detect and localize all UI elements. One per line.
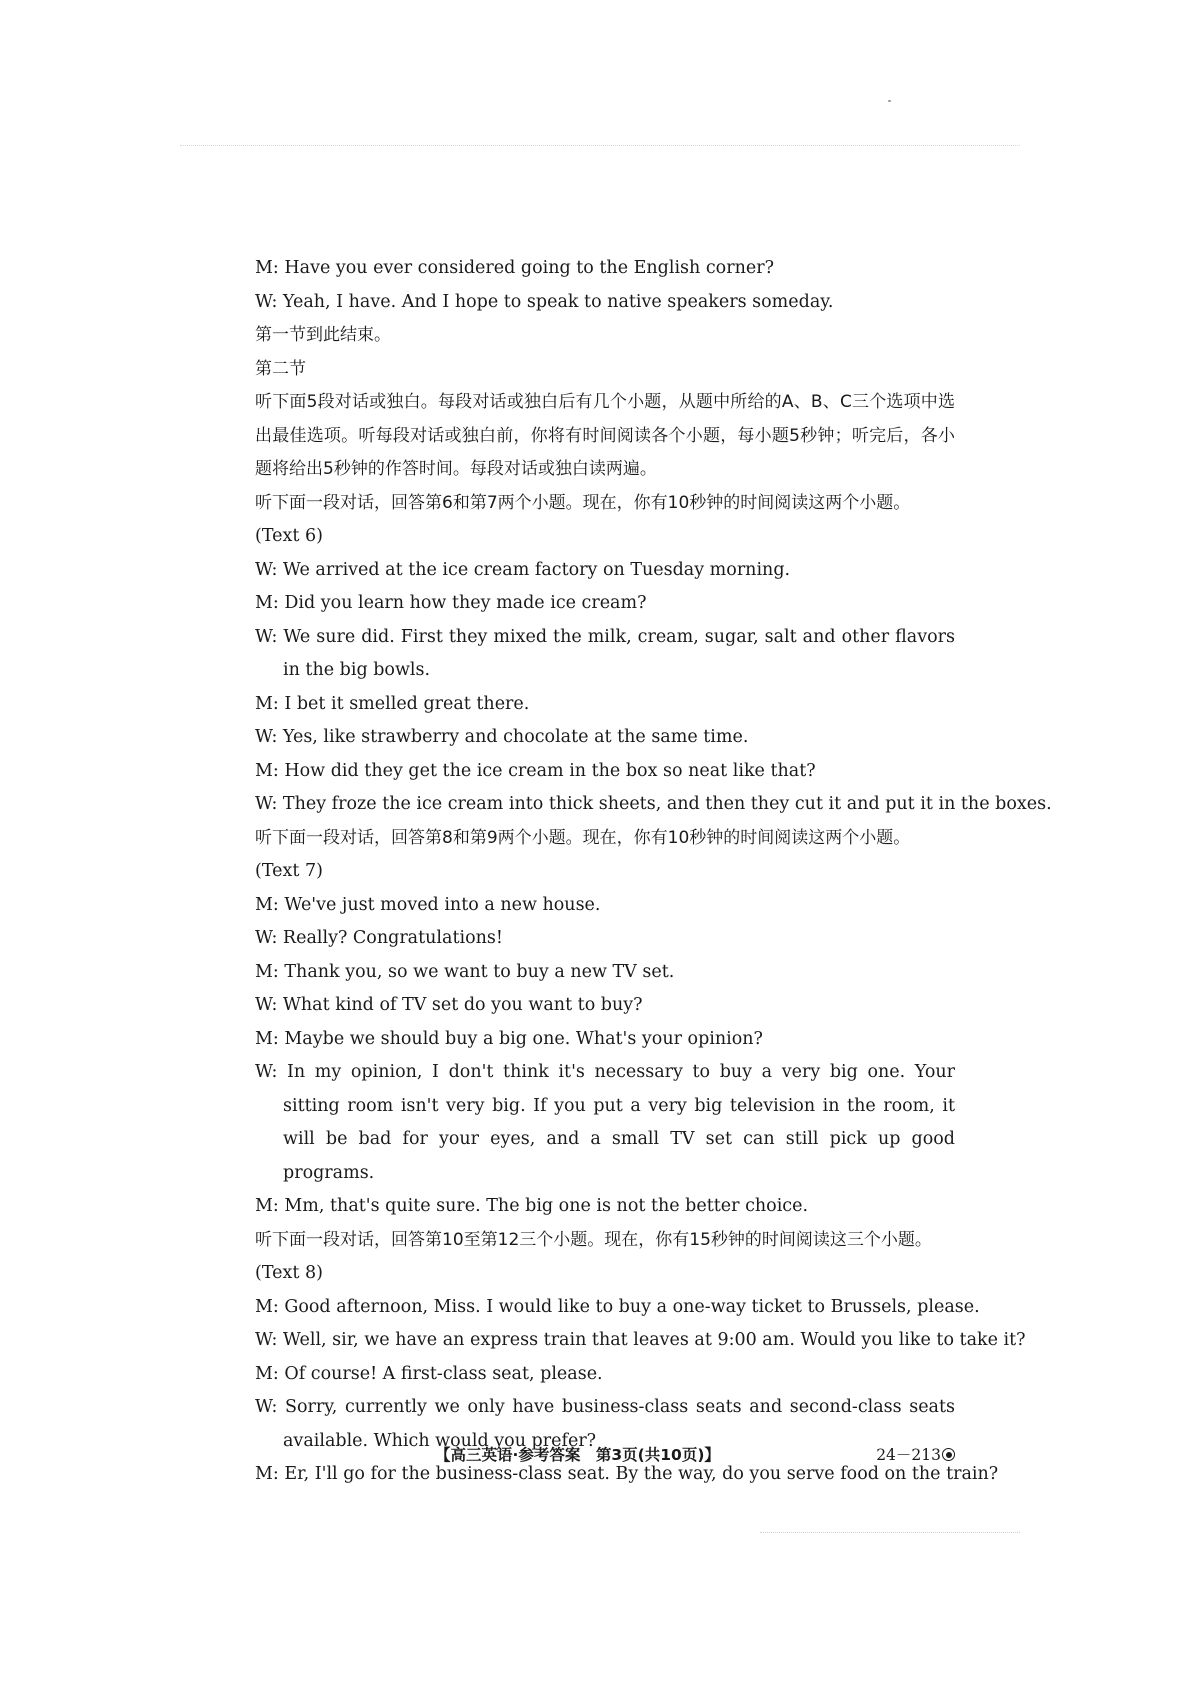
question-instruction: 听下面一段对话，回答第6和第7两个小题。现在，你有10秒钟的时间阅读这两个小题。 (255, 492, 911, 513)
dialogue-line: M: Of course! A first-class seat, please. (255, 1363, 603, 1384)
text-label: (Text 6) (255, 526, 323, 546)
section-instructions: 听下面5段对话或独白。每段对话或独白后有几个小题，从题中所给的A、B、C三个选项中选出最佳选项。听每段对话或独白前，你将有时间阅读各个小题，每小题5秒钟；听完后，各小题将给出5秒钟的作答时间。每段对话或独白读两遍。 (255, 392, 955, 479)
dialogue-line: M: Good afternoon, Miss. I would like to buy a one-way ticket to Brussels, please. (255, 1296, 980, 1317)
text-label: (Text 7) (255, 861, 323, 881)
dialogue-line: W: Yeah, I have. And I hope to speak to native speakers someday. (255, 291, 834, 312)
dialogue-line: W: Well, sir, we have an express train that leaves at 9:00 am. Would you like to take it? (255, 1330, 1026, 1350)
dialogue-line: M: Er, I'll go for the business-class seat. By the way, do you serve food on the train? (255, 1464, 999, 1484)
dialogue-line: M: Have you ever considered going to the English corner? (255, 258, 774, 278)
dialogue-line: M: I bet it smelled great there. (255, 693, 530, 714)
question-instruction: 听下面一段对话，回答第10至第12三个小题。现在，你有15秒钟的时间阅读这三个小题。 (255, 1229, 932, 1250)
dialogue-line: M: We've just moved into a new house. (255, 894, 601, 915)
dialogue-line: M: Did you learn how they made ice cream? (255, 593, 647, 613)
dialogue-line: M: Thank you, so we want to buy a new TV set. (255, 961, 675, 982)
dialogue-line: W: Really? Congratulations! (255, 928, 503, 948)
section-heading: 第二节 (255, 358, 306, 379)
dialogue-line: M: How did they get the ice cream in the box so neat like that? (255, 760, 816, 781)
scan-speck (888, 100, 891, 102)
dialogue-line: M: Maybe we should buy a big one. What's your opinion? (255, 1028, 763, 1049)
dialogue-line: W: What kind of TV set do you want to buy? (255, 995, 643, 1015)
footer-title: 【高三英语·参考答案 第3页(共10页)】 (435, 1446, 720, 1464)
scan-border-top (180, 145, 1020, 146)
dialogue-line: W: We sure did. First they mixed the milk, cream, sugar, salt and other flavors in the big bowls. (255, 626, 955, 680)
footer-code: 24－213 (876, 1446, 941, 1464)
footer-code-wrapper (876, 1443, 955, 1465)
scan-border-bottom (760, 1532, 1020, 1533)
circled-dot-icon (942, 1448, 955, 1461)
page-footer (255, 1443, 955, 1467)
dialogue-line: W: In my opinion, I don't think it's necessary to buy a very big one. Your sitting room isn't very big. If you put a very big television in the room, it will be bad for your eyes, and a small TV set can still pick up good programs. (255, 1062, 955, 1183)
dialogue-line: M: Mm, that's quite sure. The big one is not the better choice. (255, 1196, 809, 1216)
section-end-note: 第一节到此结束。 (255, 325, 391, 345)
question-instruction: 听下面一段对话，回答第8和第9两个小题。现在，你有10秒钟的时间阅读这两个小题。 (255, 827, 911, 848)
page-body (255, 252, 1052, 1492)
dialogue-line: W: They froze the ice cream into thick sheets, and then they cut it and put it in the boxes. (255, 794, 1052, 814)
dialogue-line: W: Sorry, currently we only have business-class seats and second-class seats available. Which would you prefer? (255, 1397, 955, 1451)
dialogue-line: W: We arrived at the ice cream factory on Tuesday morning. (255, 559, 791, 580)
dialogue-line: W: Yes, like strawberry and chocolate at the same time. (255, 727, 749, 747)
text-label: (Text 8) (255, 1263, 323, 1283)
